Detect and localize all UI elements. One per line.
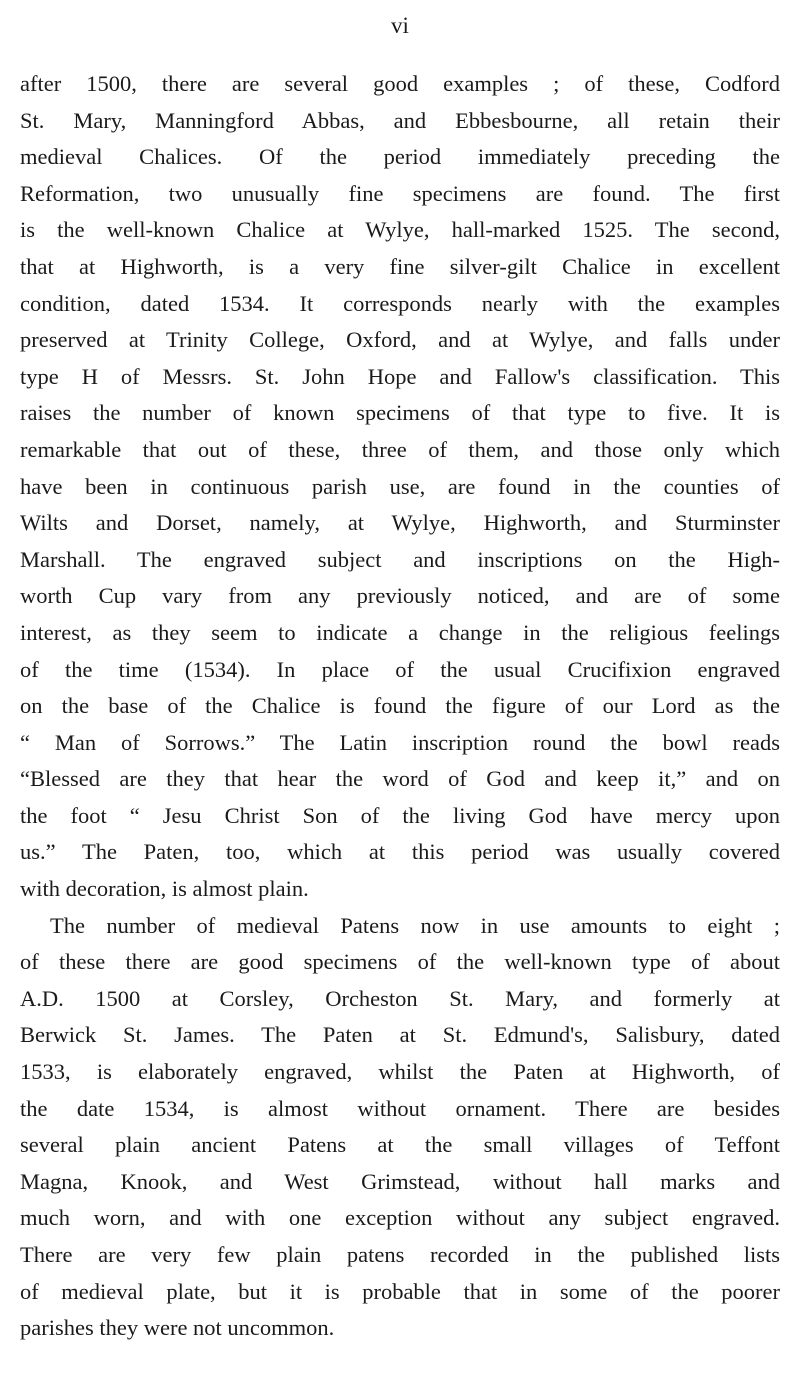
text-line: the foot “ Jesu Christ Son of the living God have mercy upon (20, 802, 780, 828)
text-line: Marshall. The engraved subject and inscriptions on the High- (20, 546, 780, 572)
text-line: Berwick St. James. The Paten at St. Edmund's, Salisbury, dated (20, 1022, 780, 1048)
text-line: Magna, Knook, and West Grimstead, without hall marks and (20, 1168, 780, 1194)
text-line: preserved at Trinity College, Oxford, and at Wylye, and falls under (20, 327, 780, 353)
text-line: worth Cup vary from any previously noticed, and are of some (20, 583, 780, 609)
page-number: vi (391, 13, 409, 38)
text-line: us.” The Paten, too, which at this period was usually covered (20, 839, 780, 865)
paragraph-1 (20, 66, 780, 908)
text-line: of the time (1534). In place of the usual Crucifixion engraved (20, 656, 780, 682)
text-line: remarkable that out of these, three of them, and those only which (20, 436, 780, 462)
text-line: the date 1534, is almost without ornament. There are besides (20, 1095, 780, 1121)
text-line: of medieval plate, but it is probable that in some of the poorer (20, 1278, 780, 1304)
text-line: The number of medieval Patens now in use amounts to eight ; (50, 912, 780, 938)
text-line: with decoration, is almost plain. (20, 876, 309, 902)
text-line: of these there are good specimens of the well-known type of about (20, 949, 780, 975)
text-line: on the base of the Chalice is found the figure of our Lord as the (20, 693, 780, 719)
text-line: after 1500, there are several good examples ; of these, Codford (20, 71, 780, 96)
text-line: much worn, and with one exception without any subject engraved. (20, 1205, 780, 1231)
text-line: parishes they were not uncommon. (20, 1315, 335, 1341)
paragraph-2 (20, 908, 780, 1347)
text-line: “Blessed are they that hear the word of God and keep it,” and on (20, 766, 780, 792)
text-line: is the well-known Chalice at Wylye, hall-marked 1525. The second, (20, 217, 780, 243)
text-line: condition, dated 1534. It corresponds nearly with the examples (20, 290, 780, 316)
text-line: interest, as they seem to indicate a change in the religious feelings (20, 619, 780, 645)
text-line: medieval Chalices. Of the period immediately preceding the (20, 144, 780, 170)
text-line: Wilts and Dorset, namely, at Wylye, Highworth, and Sturminster (20, 510, 780, 536)
body-text (20, 66, 780, 1347)
text-line: have been in continuous parish use, are found in the counties of (20, 473, 780, 499)
text-line: “ Man of Sorrows.” The Latin inscription round the bowl reads (20, 729, 780, 755)
text-line: St. Mary, Manningford Abbas, and Ebbesbourne, all retain their (20, 107, 780, 133)
text-line: A.D. 1500 at Corsley, Orcheston St. Mary, and formerly at (20, 985, 780, 1011)
text-line: 1533, is elaborately engraved, whilst the Paten at Highworth, of (20, 1059, 780, 1085)
text-line: raises the number of known specimens of that type to five. It is (20, 400, 780, 426)
text-line: type H of Messrs. St. John Hope and Fallow's classification. This (20, 363, 780, 389)
text-line: that at Highworth, is a very fine silver-gilt Chalice in excellent (20, 253, 780, 279)
text-line: Reformation, two unusually fine specimens are found. The first (20, 180, 780, 206)
text-line: several plain ancient Patens at the small villages of Teffont (20, 1132, 780, 1158)
text-line: There are very few plain patens recorded in the published lists (20, 1242, 780, 1267)
